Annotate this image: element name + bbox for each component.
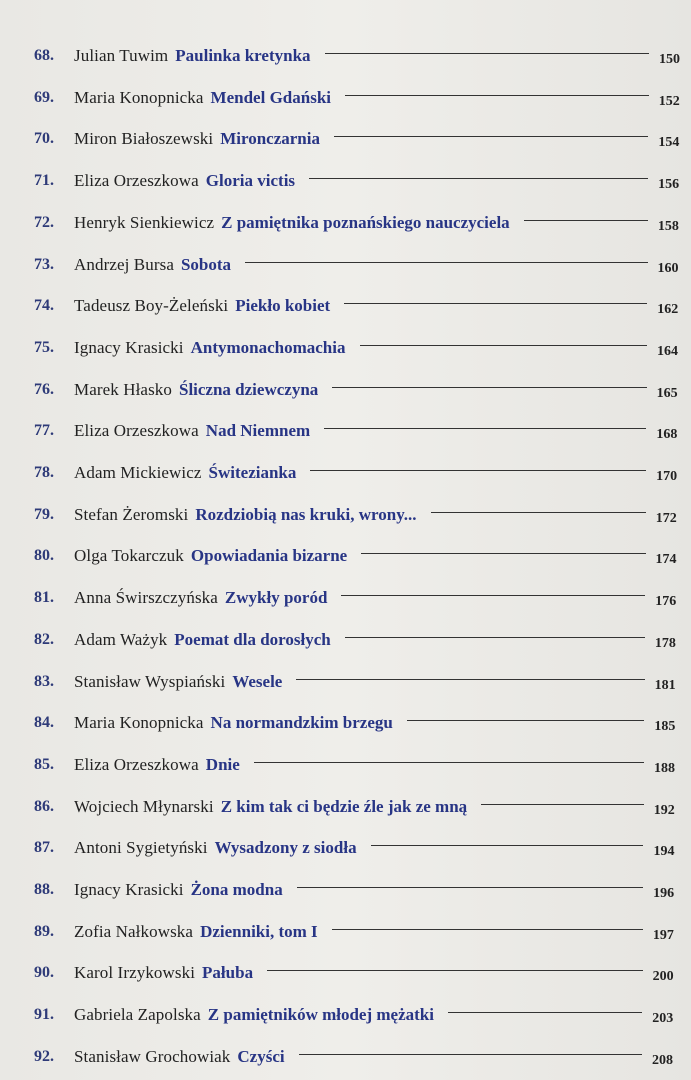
entry-number: 86. <box>34 797 54 815</box>
dotted-leader-line <box>309 178 648 179</box>
entry-text <box>74 208 510 238</box>
entry-title: Sobota <box>180 254 232 274</box>
toc-entry <box>0 1000 691 1030</box>
entry-author: Ignacy Krasicki <box>74 880 184 899</box>
entry-number: 75. <box>34 338 54 356</box>
entry-page-number: 170 <box>656 469 678 484</box>
entry-text <box>74 792 467 822</box>
toc-entry <box>0 1042 691 1072</box>
entry-title: Wysadzony z siodła <box>214 838 357 858</box>
entry-page-number: 176 <box>655 594 677 610</box>
toc-entry <box>0 875 691 905</box>
entry-page-number: 188 <box>654 760 676 776</box>
entry-number: 89. <box>34 922 54 940</box>
entry-number: 85. <box>34 755 54 773</box>
entry-author: Karol Irzykowski <box>74 963 196 983</box>
dotted-leader-line <box>344 303 647 304</box>
entry-author: Miron Białoszewski <box>74 129 214 149</box>
entry-text <box>74 541 347 571</box>
entry-number: 73. <box>34 255 54 273</box>
dotted-leader-line <box>297 887 643 888</box>
entry-number: 68. <box>34 47 54 64</box>
entry-title: Zwykły poród <box>224 588 328 608</box>
entry-page-number: 165 <box>656 385 678 401</box>
entry-author: Marek Hłasko <box>74 379 172 399</box>
entry-author: Andrzej Bursa <box>74 254 174 274</box>
entry-author: Eliza Orzeszkowa <box>74 171 199 191</box>
entry-text <box>74 583 327 613</box>
dotted-leader-line <box>360 345 647 346</box>
toc-entry <box>0 333 691 363</box>
entry-text <box>74 250 231 280</box>
entry-title: Świtezianka <box>208 463 297 482</box>
entry-text <box>74 833 357 863</box>
entry-number: 79. <box>34 505 54 523</box>
entry-page-number: 208 <box>652 1052 673 1068</box>
entry-title: Z pamiętnika poznańskiego nauczyciela <box>221 212 510 232</box>
entry-page-number: 196 <box>653 886 675 901</box>
entry-title: Mendel Gdański <box>210 87 331 107</box>
entry-author: Antoni Sygietyński <box>74 838 208 858</box>
entry-number: 69. <box>34 88 54 106</box>
entry-page-number: 172 <box>655 510 677 526</box>
entry-author: Wojciech Młynarski <box>74 796 214 816</box>
toc-entry <box>0 958 691 988</box>
entry-text <box>74 500 417 530</box>
entry-page-number: 200 <box>652 969 674 985</box>
toc-entry <box>0 375 691 405</box>
entry-page-number: 156 <box>658 177 680 193</box>
entry-text <box>74 917 318 947</box>
entry-title: Antymonachomachia <box>190 337 346 357</box>
entry-title: Nad Niemnem <box>205 421 311 441</box>
entry-number: 70. <box>34 130 54 148</box>
entry-title: Z kim tak ci będzie źle jak ze mną <box>220 796 468 816</box>
entry-page-number: 158 <box>657 218 679 234</box>
entry-author: Olga Tokarczuk <box>74 546 184 566</box>
entry-title: Dnie <box>205 754 240 774</box>
dotted-leader-line <box>341 595 645 596</box>
entry-text <box>74 291 330 321</box>
entry-title: Śliczna dziewczyna <box>178 379 319 399</box>
entry-page-number: 150 <box>659 52 680 67</box>
dotted-leader-line <box>345 637 645 638</box>
dotted-leader-line <box>407 720 645 721</box>
toc-entry <box>0 250 691 280</box>
dotted-leader-line <box>299 1054 642 1055</box>
entry-title: Dzienniki, tom I <box>200 921 318 941</box>
entry-title: Żona modna <box>190 880 283 899</box>
entry-page-number: 164 <box>656 343 678 359</box>
entry-number: 72. <box>34 213 54 231</box>
toc-entry <box>0 667 691 697</box>
entry-page-number: 154 <box>658 135 680 151</box>
entry-title: Z pamiętników młodej mężatki <box>207 1005 434 1025</box>
dotted-leader-line <box>296 679 644 680</box>
entry-author: Stanisław Grochowiak <box>74 1046 231 1066</box>
dotted-leader-line <box>361 553 645 554</box>
entry-text <box>74 667 282 697</box>
entry-title: Piekło kobiet <box>235 296 331 316</box>
entry-title: Wesele <box>232 671 283 691</box>
toc-entry <box>0 583 691 613</box>
entry-page-number: 160 <box>657 260 679 276</box>
dotted-leader-line <box>371 845 644 846</box>
entry-author: Maria Konopnicka <box>74 713 204 733</box>
dotted-leader-line <box>324 428 646 429</box>
entry-number: 81. <box>34 589 54 607</box>
entry-author: Adam Ważyk <box>74 629 168 649</box>
entry-text <box>74 41 311 71</box>
toc-entry <box>0 41 691 71</box>
entry-page-number: 152 <box>658 93 680 109</box>
dotted-leader-line <box>524 220 648 221</box>
toc-entry <box>0 541 691 571</box>
entry-text <box>74 83 331 113</box>
entry-page-number: 174 <box>655 552 677 568</box>
entry-author: Eliza Orzeszkowa <box>74 754 199 774</box>
entry-number: 71. <box>34 172 54 190</box>
entry-title: Paulinka kretynka <box>175 46 311 65</box>
entry-text <box>74 1000 434 1030</box>
toc-entry <box>0 625 691 655</box>
entry-author: Julian Tuwim <box>74 46 169 65</box>
toc-entry <box>0 833 691 863</box>
entry-number: 88. <box>34 881 54 898</box>
entry-text <box>74 750 240 780</box>
entry-text <box>74 875 283 905</box>
entry-author: Eliza Orzeszkowa <box>74 421 199 441</box>
dotted-leader-line <box>332 929 643 930</box>
toc-entry <box>0 124 691 154</box>
entry-author: Henryk Sienkiewicz <box>74 212 215 232</box>
entry-page-number: 203 <box>652 1011 674 1027</box>
toc-entry <box>0 458 691 488</box>
entry-text <box>74 416 310 446</box>
toc-entry <box>0 917 691 947</box>
entry-page-number: 194 <box>653 844 675 860</box>
entry-text <box>74 1042 285 1072</box>
entry-title: Czyści <box>237 1046 285 1066</box>
entry-number: 82. <box>34 630 54 648</box>
entry-title: Rozdziobią nas kruki, wrony... <box>195 504 417 524</box>
entry-author: Gabriela Zapolska <box>74 1005 201 1025</box>
toc-entry <box>0 416 691 446</box>
entry-number: 78. <box>34 464 54 481</box>
entry-text <box>74 333 346 363</box>
toc-entry <box>0 792 691 822</box>
dotted-leader-line <box>448 1012 642 1013</box>
entry-author: Stanisław Wyspiański <box>74 671 226 691</box>
dotted-leader-line <box>245 262 647 263</box>
entry-author: Ignacy Krasicki <box>74 337 184 357</box>
dotted-leader-line <box>254 762 644 763</box>
entry-author: Stefan Żeromski <box>74 504 189 524</box>
entry-author: Maria Konopnicka <box>74 87 204 107</box>
toc-entry <box>0 708 691 738</box>
dotted-leader-line <box>267 970 643 971</box>
entry-number: 87. <box>34 839 54 857</box>
entry-number: 90. <box>34 964 54 982</box>
entry-page-number: 178 <box>654 635 676 651</box>
entry-text <box>74 124 320 154</box>
entry-author: Zofia Nałkowska <box>74 921 194 941</box>
entry-text <box>74 708 393 738</box>
entry-title: Gloria victis <box>205 171 296 191</box>
entry-title: Mironczarnia <box>220 129 320 149</box>
toc-entry <box>0 750 691 780</box>
entry-title: Pałuba <box>202 963 254 983</box>
entry-number: 77. <box>34 422 54 440</box>
entry-text <box>74 166 295 196</box>
toc-entry <box>0 291 691 321</box>
entry-page-number: 185 <box>654 719 676 735</box>
entry-title: Poemat dla dorosłych <box>174 629 331 649</box>
entry-title: Na normandzkim brzegu <box>210 713 393 733</box>
toc-entry <box>0 83 691 113</box>
entry-text <box>74 458 296 488</box>
entry-title: Opowiadania bizarne <box>190 546 348 566</box>
toc-entry <box>0 208 691 238</box>
entry-page-number: 168 <box>656 427 678 443</box>
toc-entry <box>0 500 691 530</box>
entry-number: 74. <box>34 297 54 315</box>
entry-page-number: 162 <box>657 302 679 318</box>
dotted-leader-line <box>310 470 646 471</box>
dotted-leader-line <box>332 387 646 388</box>
entry-author: Tadeusz Boy-Żeleński <box>74 296 229 316</box>
entry-number: 84. <box>34 714 54 732</box>
entry-page-number: 197 <box>652 927 674 943</box>
dotted-leader-line <box>325 53 649 54</box>
entry-number: 92. <box>34 1047 54 1065</box>
dotted-leader-line <box>481 804 644 805</box>
entry-number: 91. <box>34 1006 54 1024</box>
dotted-leader-line <box>431 512 646 513</box>
dotted-leader-line <box>334 136 648 137</box>
entry-number: 76. <box>34 380 54 398</box>
entry-text <box>74 625 331 655</box>
entry-number: 80. <box>34 547 54 565</box>
entry-number: 83. <box>34 672 54 690</box>
toc-entry <box>0 166 691 196</box>
entry-author: Adam Mickiewicz <box>74 463 202 482</box>
entry-author: Anna Świrszczyńska <box>74 588 218 608</box>
entry-page-number: 192 <box>653 802 675 818</box>
entry-text <box>74 958 253 988</box>
dotted-leader-line <box>345 95 649 96</box>
entry-text <box>74 375 318 405</box>
entry-page-number: 181 <box>654 677 676 693</box>
